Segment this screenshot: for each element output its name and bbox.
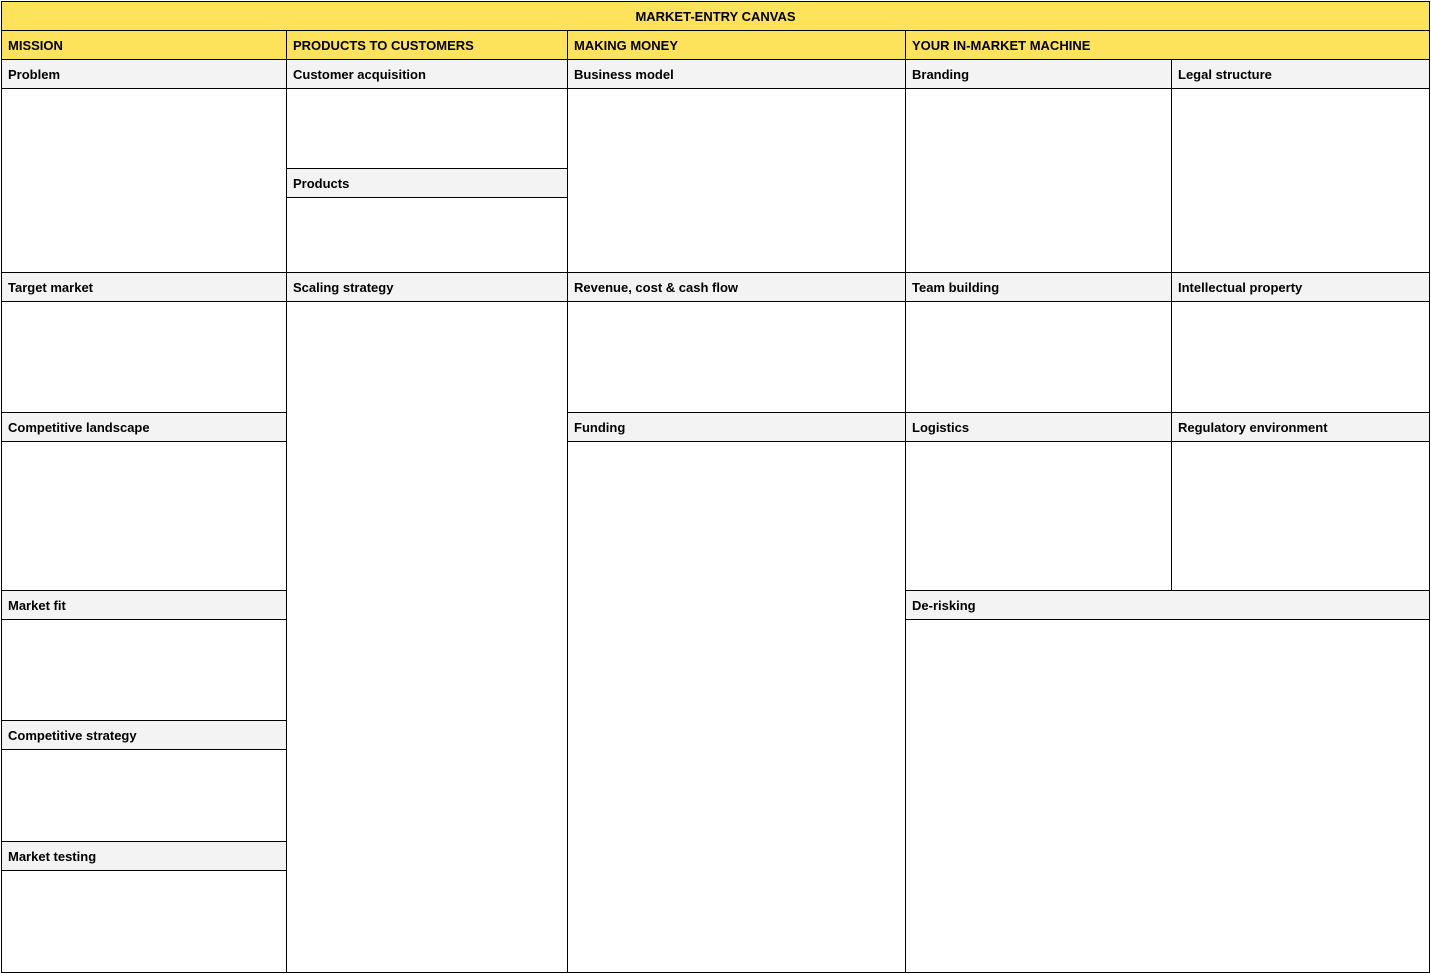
column-header-making-money: MAKING MONEY: [567, 30, 906, 60]
section-area-logistics[interactable]: [905, 441, 1172, 591]
section-label-branding: Branding: [905, 59, 1172, 89]
section-area-products[interactable]: [286, 197, 568, 273]
section-label-business-model: Business model: [567, 59, 906, 89]
section-label-legal-structure: Legal structure: [1171, 59, 1430, 89]
section-label-competitive-landscape: Competitive landscape: [1, 412, 287, 442]
section-area-regulatory-environment[interactable]: [1171, 441, 1430, 591]
section-label-funding: Funding: [567, 412, 906, 442]
section-label-market-testing: Market testing: [1, 841, 287, 871]
section-area-competitive-strategy[interactable]: [1, 749, 287, 842]
section-area-business-model[interactable]: [567, 88, 906, 273]
section-area-problem[interactable]: [1, 88, 287, 273]
section-label-target-market: Target market: [1, 272, 287, 302]
column-header-products-to-customers: PRODUCTS TO CUSTOMERS: [286, 30, 568, 60]
section-label-regulatory-environment: Regulatory environment: [1171, 412, 1430, 442]
section-label-de-risking: De-risking: [905, 590, 1430, 620]
section-area-target-market[interactable]: [1, 301, 287, 413]
section-area-intellectual-property[interactable]: [1171, 301, 1430, 413]
section-area-de-risking[interactable]: [905, 619, 1430, 973]
section-area-revenue-cost-cash-flow[interactable]: [567, 301, 906, 413]
section-area-market-testing[interactable]: [1, 870, 287, 973]
section-area-competitive-landscape[interactable]: [1, 441, 287, 591]
section-label-scaling-strategy: Scaling strategy: [286, 272, 568, 302]
section-label-revenue-cost-cash-flow: Revenue, cost & cash flow: [567, 272, 906, 302]
section-label-market-fit: Market fit: [1, 590, 287, 620]
section-label-problem: Problem: [1, 59, 287, 89]
section-label-team-building: Team building: [905, 272, 1172, 302]
section-area-market-fit[interactable]: [1, 619, 287, 721]
section-area-team-building[interactable]: [905, 301, 1172, 413]
column-header-mission: MISSION: [1, 30, 287, 60]
section-label-products: Products: [286, 168, 568, 198]
section-area-funding[interactable]: [567, 441, 906, 973]
section-area-customer-acquisition[interactable]: [286, 88, 568, 169]
section-area-legal-structure[interactable]: [1171, 88, 1430, 273]
section-label-customer-acquisition: Customer acquisition: [286, 59, 568, 89]
section-area-branding[interactable]: [905, 88, 1172, 273]
section-label-competitive-strategy: Competitive strategy: [1, 720, 287, 750]
section-label-intellectual-property: Intellectual property: [1171, 272, 1430, 302]
section-label-logistics: Logistics: [905, 412, 1172, 442]
section-area-scaling-strategy[interactable]: [286, 301, 568, 973]
column-header-in-market-machine: YOUR IN-MARKET MACHINE: [905, 30, 1430, 60]
canvas-title: MARKET-ENTRY CANVAS: [1, 1, 1430, 31]
